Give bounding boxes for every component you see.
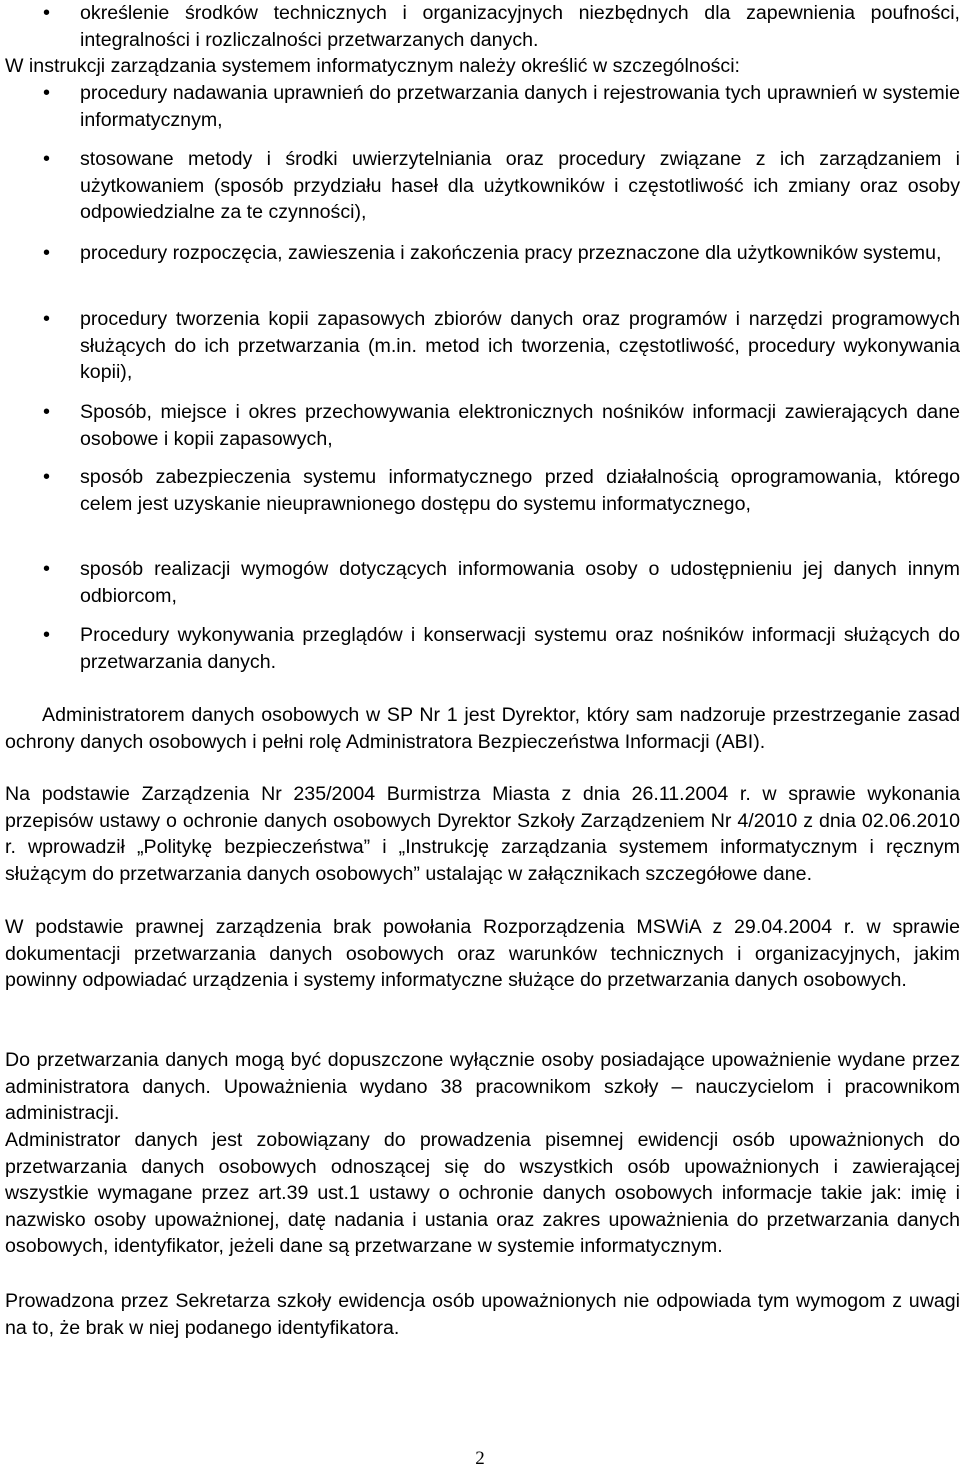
paragraph-secretary: Prowadzona przez Sekretarza szkoły ewidencja osób upoważnionych nie odpowiada tym wymogom z uwagi na to, że brak w niej podanego identyfikatora. [5, 1290, 960, 1339]
bullet-dot-icon: • [43, 401, 51, 423]
bullet-dot-icon: • [43, 466, 51, 488]
bullet-dot-icon: • [43, 2, 51, 24]
list-item-text: sposób realizacji wymogów dotyczących informowania osoby o udostępnieniu jej danych innym odbiorcom, [80, 558, 960, 607]
list-item-text: sposób zabezpieczenia systemu informatycznego przed działalnością oprogramowania, którego celem jest uzyskanie nieuprawnionego dostępu do systemu informatycznego, [80, 466, 960, 515]
list-item-text: procedury nadawania uprawnień do przetwarzania danych i rejestrowania tych uprawnień w systemie informatycznym, [80, 82, 960, 131]
list-item [0, 622, 960, 675]
list-item [0, 399, 960, 452]
bullet-dot-icon: • [43, 558, 51, 580]
list-item-text: procedury rozpoczęcia, zawieszenia i zakończenia pracy przeznaczone dla użytkowników systemu, [80, 242, 942, 264]
list-item [0, 306, 960, 386]
list-item [0, 240, 960, 267]
bullet-dot-icon: • [43, 148, 51, 170]
list-item-text: procedury tworzenia kopii zapasowych zbiorów danych oraz programów i narzędzi programowych służących do ich przetwarzania (m.in. metod ich tworzenia, częstotliwość, procedury wykonywania kopii), [80, 308, 960, 384]
paragraph-authorization: Do przetwarzania danych mogą być dopuszczone wyłącznie osoby posiadające upoważnienie wydane przez administratora danych. Upoważnienia wydano 38 pracownikom szkoły – nauczycielom i pracownikom administracji. [5, 1049, 960, 1125]
bullet-dot-icon: • [43, 242, 51, 264]
page-number: 2 [475, 1448, 485, 1469]
paragraph-legal-basis: Na podstawie Zarządzenia Nr 235/2004 Burmistrza Miasta z dnia 26.11.2004 r. w sprawie wykonania przepisów ustawy o ochronie danych osobowych Dyrektor Szkoły Zarządzeniem Nr 4/2010 z dnia 02.06.2010 r. wprowadził „Politykę bezpieczeństwa” i „Instrukcję zarządzania systemem informatycznym i ręcznym służącym do przetwarzania danych osobowych” ustalając w załącznikach szczegółowe dane. [5, 783, 960, 885]
list-item [0, 80, 960, 133]
instruction-intro: W instrukcji zarządzania systemem informatycznym należy określić w szczególności: [5, 55, 740, 77]
paragraph-administrator: Administratorem danych osobowych w SP Nr 1 jest Dyrektor, który sam nadzoruje przestrzeganie zasad ochrony danych osobowych i pełni rolę Administratora Bezpieczeństwa Informacji (ABI). [5, 704, 960, 753]
paragraph-register: Administrator danych jest zobowiązany do prowadzenia pisemnej ewidencji osób upoważnionych do przetwarzania danych osobowych odnoszącej się do wszystkich osób upoważnionych i zawierającej wszystkie wymagane przez art.39 ust.1 ustawy o ochronie danych osobowych informacje takie jak: imię i nazwisko osoby upoważnionej, datę nadania i ustania oraz zakres upoważnienia do przetwarzania danych osobowych, identyfikator, jeżeli dane są przetwarzane w systemie informatycznym. [5, 1129, 960, 1258]
list-item-text: Procedury wykonywania przeglądów i konserwacji systemu oraz nośników informacji służących do przetwarzania danych. [80, 624, 960, 673]
bullet-dot-icon: • [43, 624, 51, 646]
bullet-dot-icon: • [43, 308, 51, 330]
list-item [0, 146, 960, 226]
list-item-text: określenie środków technicznych i organizacyjnych niezbędnych dla zapewnienia poufności, integralności i rozliczalności przetwarzanych danych. [80, 2, 960, 51]
list-item [0, 464, 960, 517]
list-item-text: Sposób, miejsce i okres przechowywania elektronicznych nośników informacji zawierających dane osobowe i kopii zapasowych, [80, 401, 960, 450]
list-item-text: stosowane metody i środki uwierzytelniania oraz procedury związane z ich zarządzaniem i użytkowaniem (sposób przydziału haseł dla użytkowników i częstotliwość ich zmiany oraz osoby odpowiedzialne za te czynności), [80, 148, 960, 224]
bullet-dot-icon: • [43, 82, 51, 104]
list-item-top [0, 0, 960, 53]
paragraph-regulation: W podstawie prawnej zarządzenia brak powołania Rozporządzenia MSWiA z 29.04.2004 r. w sprawie dokumentacji przetwarzania danych osobowych oraz warunków technicznych i organizacyjnych, jakim powinny odpowiadać urządzenia i systemy informatyczne służące do przetwarzania danych osobowych. [5, 916, 960, 992]
list-item [0, 556, 960, 609]
